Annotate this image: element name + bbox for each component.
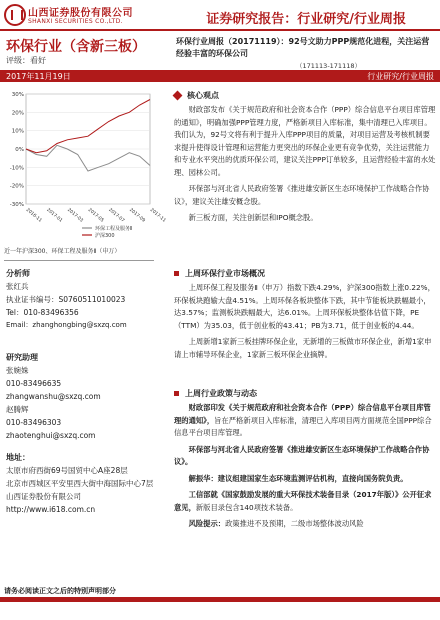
report-period: （171113-171118） <box>296 62 361 70</box>
risk-paragraph <box>174 518 436 531</box>
address-beijing: 北京市西城区平安里西大街中海国际中心7层 <box>6 479 154 488</box>
company-name: 山西证券股份有限公司 <box>6 492 81 501</box>
assistant1-tel: 010-83496635 <box>6 379 62 388</box>
assistant2-tel: 010-83496303 <box>6 418 62 427</box>
address-taiyuan: 太原市府西街69号国贸中心A座28层 <box>6 466 128 475</box>
header-divider <box>0 29 440 31</box>
x-tick-label: 2016-11 <box>24 207 43 224</box>
chart-caption: 近一年沪深300、环保工程及服务Ⅱ（申万） <box>4 248 121 255</box>
policy-2-lead: 环保部与河北省人民政府签署《推进雄安新区生态环境保护工作战略合作协议》。 <box>174 444 430 466</box>
company-website[interactable]: http://www.i618.com.cn <box>6 505 96 514</box>
report-title: 环保行业周报（20171119）：92号文助力PPP规范化进程，关注运营经验丰富的环保公司 <box>176 37 430 58</box>
core-paragraph-2: 环保部与河北省人民政府签署《推进雄安新区生态环境保护工作战略合作协议》，建议关注雄安概念股。 <box>174 184 430 206</box>
market-label: 上周环保行业市场概况 <box>185 269 265 278</box>
logo-text-en: SHANXI SECURITIES CO.,LTD. <box>28 18 123 25</box>
policy-1-rest: 旨在严格新项目入库标准，清理已入库项目两方面规范全国PPP综合信息平台项目库管理。 <box>174 415 432 437</box>
risk-rest: 政策推进不及预期，二级市场整体波动风险 <box>225 519 364 528</box>
y-tick-label: 20% <box>11 110 24 117</box>
core-paragraph-1: 财政部发布《关于规范政府和社会资本合作（PPP）综合信息平台项目库管理的通知》，明确加强PPP管理力度，严格新项目入库标准，集中清理已入库项目。我们认为，92号文将有利于提升入库PPP项目的质量，对项目运营及考核机制要求提升使得设计管理和运营能力更突出的环保企业更有竞争优势，关注运营能力和专业水平突出的优质环保公司，建议关注PPP订单较多，且运营经验丰富的水处理、园林公司。 <box>174 105 436 177</box>
policy-paragraph-1 <box>174 402 436 440</box>
series-line-2 <box>26 100 150 153</box>
core-view-body <box>174 104 436 225</box>
disclaimer-note: 请务必阅读正文之后的特别声明部分 <box>4 587 116 595</box>
analyst-block <box>6 280 156 332</box>
policy-heading <box>174 388 257 399</box>
report-date: 2017年11月19日 <box>6 72 71 81</box>
analyst-name: 张红兵 <box>6 282 29 291</box>
policy-paragraph-3 <box>174 473 436 486</box>
legend-label: 环保工程及服务Ⅱ <box>95 226 133 232</box>
x-tick-label: 2017-03 <box>66 207 84 224</box>
policy-3-lead: 解振华： <box>188 473 218 483</box>
core-view-heading <box>174 90 219 101</box>
market-paragraph-2: 上周新增1家新三板挂牌环保企业，无新增的三板做市环保企业，新增1家申请上市辅导环保企业，1家新三板环保企业摘牌。 <box>174 337 432 359</box>
x-tick-label: 2017-05 <box>86 207 105 224</box>
footer-bar <box>0 598 440 602</box>
analyst-tel: Tel：010-83496356 <box>6 308 79 317</box>
logo-text-cn: 山西证券股份有限公司 <box>28 8 133 19</box>
market-heading <box>174 268 265 279</box>
y-tick-label: 30% <box>11 92 24 98</box>
policy-paragraph-2 <box>174 444 436 469</box>
market-paragraph-1: 上周环保工程及服务Ⅱ（申万）指数下跌4.29%，沪深300指数上涨0.22%，环保板块跑输大盘4.51%。上周环保各板块整体下跌，其中节能板块跌幅最小，达3.57%；监测板块跌幅最大，达6.01%。上周环保板块整体估值下降，PE（TTM）为35.03，低于创业板的43.41；PB为3.71，低于创业板的4.44。 <box>174 283 435 330</box>
address-heading: 地址： <box>6 453 30 462</box>
rating-label: 评级：看好 <box>6 56 46 65</box>
x-tick-label: 2017-11 <box>148 207 167 224</box>
core-paragraph-3: 新三板方面，关注创新层和IPO概念股。 <box>188 213 318 222</box>
analyst-cert: 执业证书编号：S0760511010023 <box>6 295 126 304</box>
policy-3-rest: 建议组建国家生态环境监测评估机构，直接向国务院负责。 <box>217 473 408 483</box>
x-tick-label: 2017-07 <box>107 207 126 224</box>
x-tick-label: 2017-09 <box>128 207 146 224</box>
legend-label: 沪深300 <box>95 233 115 239</box>
performance-chart <box>4 88 167 240</box>
y-tick-label: -10% <box>9 165 24 172</box>
policy-4-rest: 新版目录包含140项技术装备。 <box>195 502 298 512</box>
policy-paragraph-4 <box>174 489 436 514</box>
assistant1-email[interactable]: zhangwanshu@sxzq.com <box>6 392 101 401</box>
industry-title: 环保行业（含新三板） <box>6 39 146 55</box>
assistant2-name: 赵腾辉 <box>6 405 29 414</box>
sidebar-divider <box>4 260 154 261</box>
market-body <box>174 282 436 361</box>
report-type-title: 证券研究报告：行业研究/行业周报 <box>206 12 406 27</box>
policy-body <box>174 402 436 531</box>
analyst-heading: 分析师 <box>6 269 30 278</box>
policy-label: 上周行业政策与动态 <box>185 389 257 398</box>
core-view-label: 核心观点 <box>187 91 219 100</box>
company-logo-icon <box>4 4 26 26</box>
x-tick-label: 2017-01 <box>45 207 64 224</box>
y-tick-label: 0% <box>15 147 24 153</box>
assistant-heading: 研究助理 <box>6 353 38 362</box>
square-bullet-icon <box>174 271 179 276</box>
analyst-email[interactable]: Email：zhanghongbing@sxzq.com <box>6 321 127 329</box>
diamond-bullet-icon <box>173 91 183 101</box>
breadcrumb: 行业研究/行业周报 <box>367 72 434 81</box>
y-tick-label: -30% <box>9 202 24 208</box>
assistant1-name: 张婉姝 <box>6 366 29 375</box>
policy-1-lead: 财政部印发《关于规范政府和社会资本合作（PPP）综合信息平台项目库管理的通知》， <box>174 403 431 425</box>
risk-lead: 风险提示： <box>188 519 226 528</box>
y-tick-label: -20% <box>9 183 24 190</box>
square-bullet-icon <box>174 391 179 396</box>
policy-4-lead: 工信部就《国家鼓励发展的重大环保技术装备目录（2017年版）》公开征求意见， <box>174 490 432 512</box>
address-block <box>6 464 154 516</box>
assistant-block <box>6 364 156 442</box>
y-tick-label: 10% <box>11 128 24 135</box>
assistant2-email[interactable]: zhaotenghui@sxzq.com <box>6 431 96 440</box>
